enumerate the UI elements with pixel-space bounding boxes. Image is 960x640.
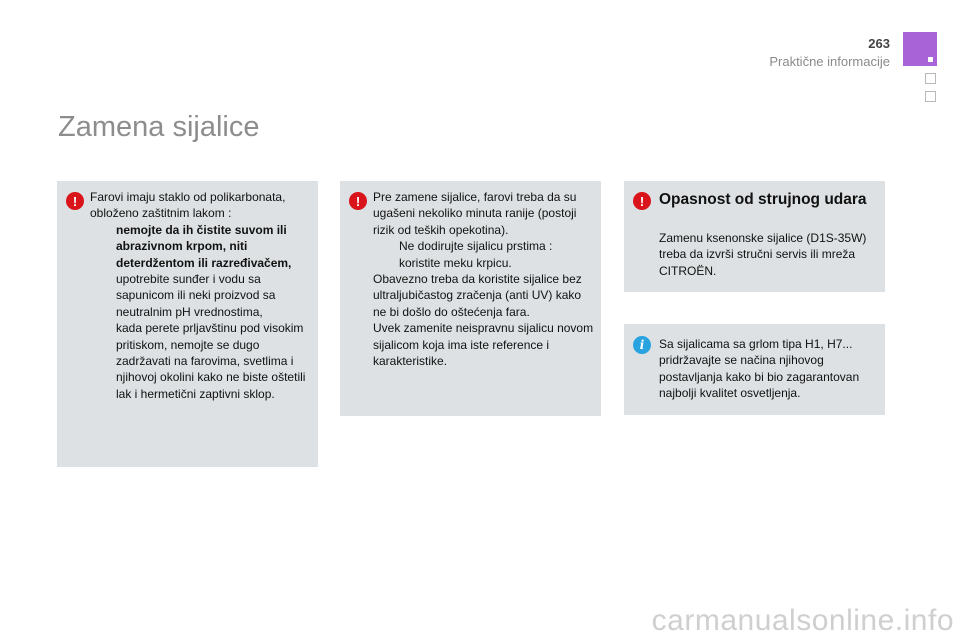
chapter-title: Praktične informacije [769,54,890,69]
bullet-glyph [90,320,116,402]
list-item [373,238,595,271]
chapter-tab[interactable] [925,73,936,84]
bullet-glyph [90,271,116,320]
box-paragraph: Uvek zamenite neispravnu sijalicu novom sijalicom koja ima iste reference i karakteristike. [373,321,594,369]
list-item [90,222,314,271]
bullet-glyph [373,238,399,271]
bullet-text: upotrebite sunđer i vodu sa sapunicom ili neki proizvod sa neutralnim pH vrednostima, [116,272,276,319]
warning-box-electric-shock [624,181,885,292]
warning-icon: ! [349,192,367,210]
box-text [90,189,314,402]
page-number: 263 [868,36,890,51]
watermark: carmanualsonline.info [651,604,954,637]
bullet-glyph [90,222,116,271]
box-intro: Pre zamene sijalice, farovi treba da su ugašeni nekoliko minuta ranije (postoji rizik od teških opekotina). [373,190,577,237]
info-box-bulb-fitting [624,324,885,415]
chapter-tab-active[interactable] [903,32,937,66]
box-text [373,189,595,369]
box-body: Sa sijalicama sa grlom tipa H1, H7... pridržavajte se načina njihovog postavljanja kako bi bio zagarantovan najbolji kvalitet osvetljenja. [659,337,860,401]
warning-box-bulb-replacement [340,181,601,416]
page-title: Zamena sijalice [58,111,260,144]
list-item [90,271,314,320]
info-icon: i [633,336,651,354]
chapter-tab[interactable] [925,91,936,102]
warning-icon: ! [633,192,651,210]
bullet-text: Ne dodirujte sijalicu prstima : koristite meku krpicu. [399,239,553,270]
warning-box-headlamp-care [57,181,318,467]
bullet-text: nemojte da ih čistite suvom ili abrazivnom krpom, niti deterdžentom ili razređivačem, [116,222,292,270]
bullet-text: kada perete prljavštinu pod visokim pritiskom, nemojte se dugo zadržavati na farovima, svetlima i njihovoj okolini kako ne biste oštetili lak i hermetični zaptivni sklop. [116,321,306,401]
box-heading: Opasnost od strujnog udara [659,191,867,208]
list-item [90,320,314,402]
box-intro: Farovi imaju staklo od polikarbonata, obloženo zaštitnim lakom : [90,190,286,221]
box-paragraph: Obavezno treba da koristite sijalice bez ultraljubičastog zračenja (anti UV) kako ne bi došlo do oštećenja fara. [373,272,582,319]
box-body: Zamenu ksenonske sijalice (D1S-35W) treba da izvrši stručni servis ili mreža CITROËN. [659,231,867,278]
warning-icon: ! [66,192,84,210]
